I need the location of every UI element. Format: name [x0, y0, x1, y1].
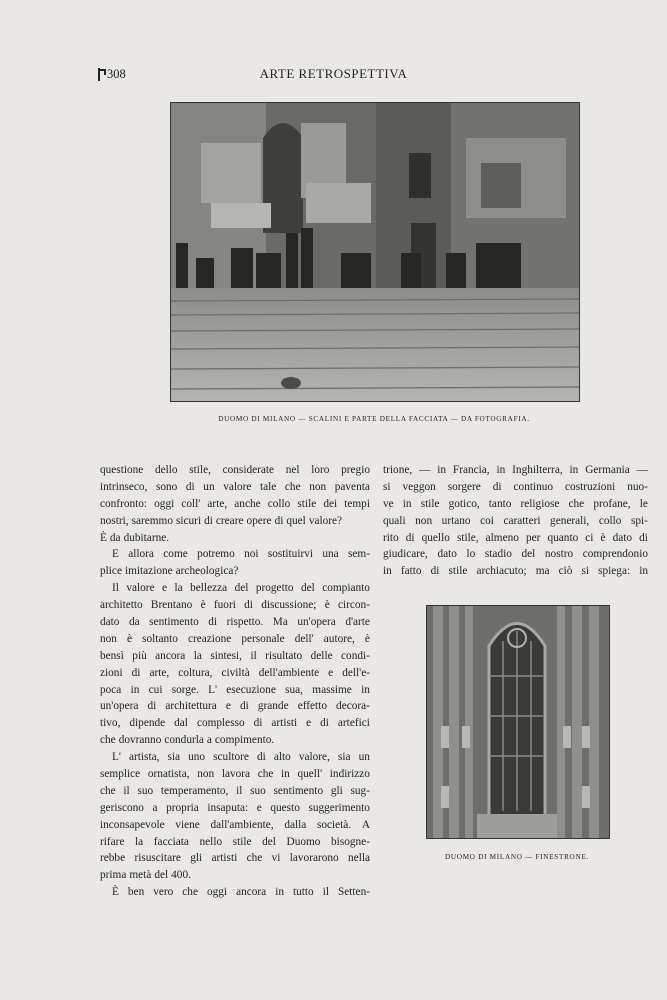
text-line: che dovranno condurla a compimento. — [100, 734, 275, 747]
text-line: nostri, saremmo sicuri di creare opere di quel valore? — [100, 514, 343, 527]
text-line: intrinseco, sono di un valore tale che non paventa — [100, 480, 370, 493]
page-number: 308 — [107, 67, 126, 81]
text-line: tivo, dipende dal complesso di artisti e di artefici — [100, 717, 370, 730]
text-line: in fatto di stile archiacuto; ma ciò si spiega: in — [383, 565, 648, 578]
text-line: bensì più ancora la sintesi, il risultato delle condi- — [100, 649, 370, 662]
text-line: zioni di arte, coltura, civiltà dell'ambiente e dell'e- — [100, 666, 370, 679]
text-column-right — [383, 462, 648, 580]
text-line: Il valore e la bellezza del progetto del compianto — [112, 582, 370, 595]
text-line: semplice ornatista, non lavora che in quell' indirizzo — [100, 768, 370, 781]
text-line: È da dubitarne. — [100, 531, 170, 544]
text-line: giudicare, dato lo stadio del nostro comprendonio — [383, 548, 648, 561]
text-line: rifare la facciata nello stile del Duomo bisogne- — [100, 835, 370, 848]
figure-caption-window: DUOMO DI MILANO — FINESTRONE. — [445, 853, 589, 861]
text-line: architetto Brentano è fuori di discussione; è circon- — [100, 599, 370, 612]
figure-caption-steps: DUOMO DI MILANO — SCALINI E PARTE DELLA FACCIATA — DA FOTOGRAFIA. — [218, 415, 530, 423]
text-line: È ben vero che oggi ancora in tutto il Setten- — [112, 886, 370, 899]
text-line: plice imitazione archeologica? — [100, 565, 239, 578]
photo-cathedral-window-image — [427, 606, 609, 838]
running-title: ARTE RETROSPETTIVA — [259, 66, 408, 81]
photo-cathedral-steps — [170, 102, 580, 402]
text-column-left — [100, 462, 370, 901]
text-line: trione, — in Francia, in Inghilterra, in Germania — — [383, 464, 648, 476]
text-line: ve in stile gotico, tanto religiose che profane, le — [383, 497, 648, 510]
text-line: confronto: oggi coll' arte, anche collo stile dei tempi — [100, 497, 370, 510]
text-line: prima metà del 400. — [100, 869, 191, 882]
text-line: si veggon sorgere di continuo costruzioni nuo- — [383, 480, 648, 493]
text-line: geriscono a propria insaputa: e questo suggerimento — [100, 801, 370, 814]
text-line: non è soltanto creazione personale dell' autore, è — [100, 632, 370, 645]
text-line: poca in cui sorge. L' esecuzione sua, massime in — [100, 683, 370, 696]
text-line: rebbe risuscitare gli artisti che vi lavorarono nella — [100, 852, 370, 865]
text-line: questione dello stile, considerate nel loro pregio — [100, 464, 370, 476]
text-line: che il suo temperamento, il suo sentimento gli sug- — [100, 784, 370, 797]
text-line: inconsapevole viene dall'ambiente, dalla società. A — [100, 818, 370, 831]
text-line: rito di quello stile, almeno per quanto ci è dato di — [383, 531, 648, 544]
photo-cathedral-window — [426, 605, 610, 839]
text-line: quali non urtano coi caratteri generali, collo spi- — [383, 514, 648, 527]
text-line: L' artista, sia uno scultore di alto valore, sia un — [112, 751, 370, 764]
text-line: E allora come potremo noi sostituirvi una sem- — [112, 548, 370, 561]
text-line: dato da sentimento di rispetto. Ma un'opera d'arte — [100, 616, 370, 629]
photo-cathedral-steps-image — [171, 103, 579, 401]
text-line: un'opera di architettura e di grande effetto decora- — [100, 700, 370, 713]
